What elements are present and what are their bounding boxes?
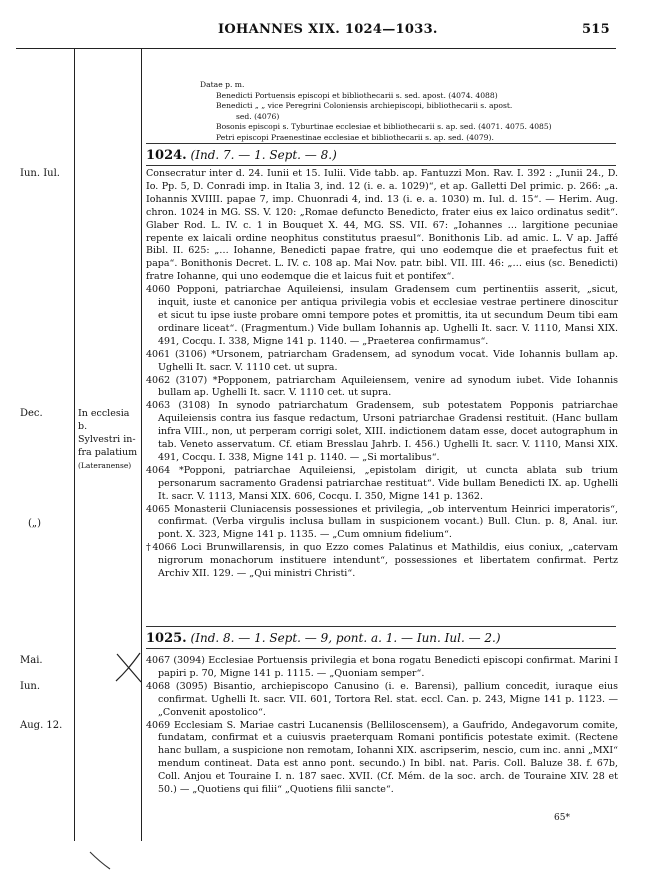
year-indiction: (Ind. 7. — 1. Sept. — 8.): [190, 148, 337, 162]
margin-date: Dec.: [20, 408, 43, 419]
datae-heading: Datae p. m.: [200, 80, 245, 89]
place-line: Sylvestri in-: [78, 433, 136, 445]
place-line: fra palatium: [78, 446, 138, 458]
entry-4067: 4067 (3094) Ecclesiae Portuensis privilegia et bona rogatu Benedicti episcopi confirmat. Marini I papiri p. 70, Migne 141 p. 1115. — „Quoniam semper“.: [146, 655, 618, 679]
datae-line: Benedicti „ „ vice Peregrini Coloniensis archiepiscopi, bibliothecarii s. apost.: [216, 101, 513, 111]
datae-line: Petri episcopi Praenestinae ecclesiae et bibliothecarii s. ap. sed. (4079).: [216, 132, 494, 142]
place-line: (Lateranense): [78, 460, 132, 470]
datae-line: sed. (4076): [236, 111, 280, 121]
signature-mark: 65*: [554, 813, 570, 823]
section-rule: [146, 648, 616, 649]
entry-4066: †4066 Loci Brunwillarensis, in quo Ezzo comes Palatinus et Mathildis, eius coniux, „catervam nigrorum monachorum instituere intendunt“, possessiones et libertatem confirmat. Pertz Archiv XII. 129. — „Qui ministri Christi“.: [146, 542, 618, 580]
section-rule: [146, 165, 616, 166]
year-number: 1024.: [146, 148, 187, 163]
page-number: 515: [581, 22, 610, 37]
entries-1024: [146, 168, 618, 581]
datae-block: [200, 80, 610, 144]
entry-4063: 4063 (3108) In synodo patriarchatum Gradensem, sub potestatem Popponis patriarchae Aquileiensis contra ius fasque redactum, Ursoni patriarchae Gradensi restituit. (Hanc bullam infra VIII., non, ut perperam corrigi solet, XIII. indictionem datam esse, docet autographum in tab. Veneto asservatum. Cf. etiam Bresslau Jahrb. I. 456.) Ughelli It. sacr. V. 1110, Mansi XIX. 491, Cocqu. I. 338, Migne 141 p. 1140. — „Si mortalibus“.: [146, 400, 618, 463]
entries-1025: [146, 655, 618, 797]
entry-4061: 4061 (3106) *Ursonem, patriarcham Gradensem, ad synodum vocat. Vide Iohannis bullam ap. Ughelli It. sacr. V. 1110 cet. ut supra.: [146, 348, 618, 373]
entry-4062: 4062 (3107) *Popponem, patriarcham Aquileiensem, venire ad synodum iubet. Vide Iohannis bullam ap. Ughelli It. sacr. V. 1110 cet. ut supra.: [146, 374, 618, 399]
margin-date: Aug. 12.: [20, 720, 63, 731]
margin-date: Iun. Iul.: [20, 168, 60, 179]
margin-quote-mark: („): [28, 518, 41, 529]
year-heading-1024: [146, 148, 616, 166]
margin-date: Mai.: [20, 655, 43, 666]
year-number: 1025.: [146, 631, 187, 646]
pencil-stroke-mark: [88, 850, 114, 872]
header-title: IOHANNES XIX. 1024—1033.: [218, 22, 438, 37]
margin-date: Iun.: [20, 681, 41, 692]
entry-4064: 4064 *Popponi, patriarchae Aquileiensi, „epistolam dirigit, ut cuncta ablata sub trium personarum sacramento Gradensi patriarchae restituat“. Vide bullam Benedicti IX. ap. Ughelli It. sacr. V. 1113, Mansi XIX. 606, Cocqu. I. 350, Migne 141 p. 1362.: [146, 464, 618, 502]
datae-line: Bosonis episcopi s. Tyburtinae ecclesiae et bibliothecarii s. ap. sed. (4071. 4075. 4085): [216, 122, 552, 132]
entry-consecratur: Consecratur inter d. 24. Iunii et 15. Iulii. Vide tabb. ap. Fantuzzi Mon. Rav. I. 392 : „Iunii 24., D. Io. Pp. 5, D. Conradi imp. in Italia 3, ind. 12 (i. e. a. 1029)“, et ap. Galletti Del primic. p. 266: „a. Iohannis XVIIII. papae 7, imp. Chuonradi 4, ind. 13 (i. e. a. 1030) m. Iul. d. 15“. — Herim. Aug. chron. 1024 in MG. SS. V. 120: „Romae defuncto Benedicto, frater eius ex laico ordinatus sedit“. Glaber Rod. L. IV. c. 1 in Bouquet X. 44, MG. SS. VII. 67: „Iohannes … largitione pecuniae repente ex laicali ordine neophitus constitutus praesul“. Bonithonis Lib. ad amic. L. V ap. Jaffé Bibl. II. 625: „… Iohanne, Benedicti papae fratre, qui uno eodemque die et praefectus fuit et papa“. Bonithonis Decret. L. IV. c. 108 ap. Mai Nov. patr. bibl. VII. III. 46: „… eius (sc. Benedicti) fratre Iohanne, qui uno eodemque die et laicus fuit et pontifex“.: [146, 168, 618, 283]
datae-line: Benedicti Portuensis episcopi et bibliothecarii s. sed. apost. (4074. 4088): [216, 90, 498, 100]
year-heading-1025: [146, 631, 616, 649]
section-rule: [146, 626, 616, 627]
running-header: [0, 22, 650, 42]
entry-4068: 4068 (3095) Bisantio, archiepiscopo Canusino (i. e. Barensi), pallium concedit, iuraque eius confirmat. Ughelli It. sacr. VII. 601, Tortora Rel. stat. eccl. Can. p. 243, Migne 141 p. 1123. — „Convenit apostolico“.: [146, 680, 618, 718]
section-rule: [146, 143, 616, 144]
entry-4065: 4065 Monasterii Cluniacensis possessiones et privilegia, „ob interventum Heinrici imperatoris“, confirmat. (Verba virgulis inclusa bullam in suspicionem vocant.) Bull. Clun. p. 8, Anal. iur. pont. X. 323, Migne 141 p. 1135. — „Cum omnium fidelium“.: [146, 503, 618, 541]
margin-place: [78, 408, 140, 473]
entry-4069: 4069 Ecclesiam S. Mariae castri Lucanensis (Belliloscensem), a Gaufrido, Andegavorum comite, fundatam, confirmat et a cuiusvis praeterquam Romani pontificis potestate eximit. (Rectene hanc bullam, a suspicione non remotam, Iohanni XIX. ascripserim, nescio, cum inc. anni „MXI“ mendum contineat. Data est anno pont. secundo.) In bibl. nat. Paris. Coll. Baluze 38. f. 67b, Coll. Anjou et Touraine I. n. 187 saec. XVII. (Cf. Mém. de la soc. arch. de Touraine XIV. 28 et 50.) — „Quotiens qui filii“ „Quotiens filii sancte“.: [146, 719, 618, 796]
place-line: In ecclesia b.: [78, 408, 130, 432]
year-indiction: (Ind. 8. — 1. Sept. — 9, pont. a. 1. — Iun. Iul. — 2.): [190, 631, 501, 645]
entry-4060: 4060 Popponi, patriarchae Aquileiensi, insulam Gradensem cum pertinentiis asserit, „sicut, inquit, iuste et canonice per antiqua privilegia vobis et ecclesiae vestrae pertinere dinoscitur et sicut tu ipse iuste probare omni tempore potes et promittis, ita ut secundum Deum tibi eam ordinare liceat“. (Fragmentum.) Vide bullam Iohannis ap. Ughelli It. sacr. V. 1110, Mansi XIX. 491, Cocqu. I. 338, Migne 141 p. 1140. — „Praeterea confirmamus“.: [146, 284, 618, 347]
pencil-cross-mark: [114, 650, 144, 686]
